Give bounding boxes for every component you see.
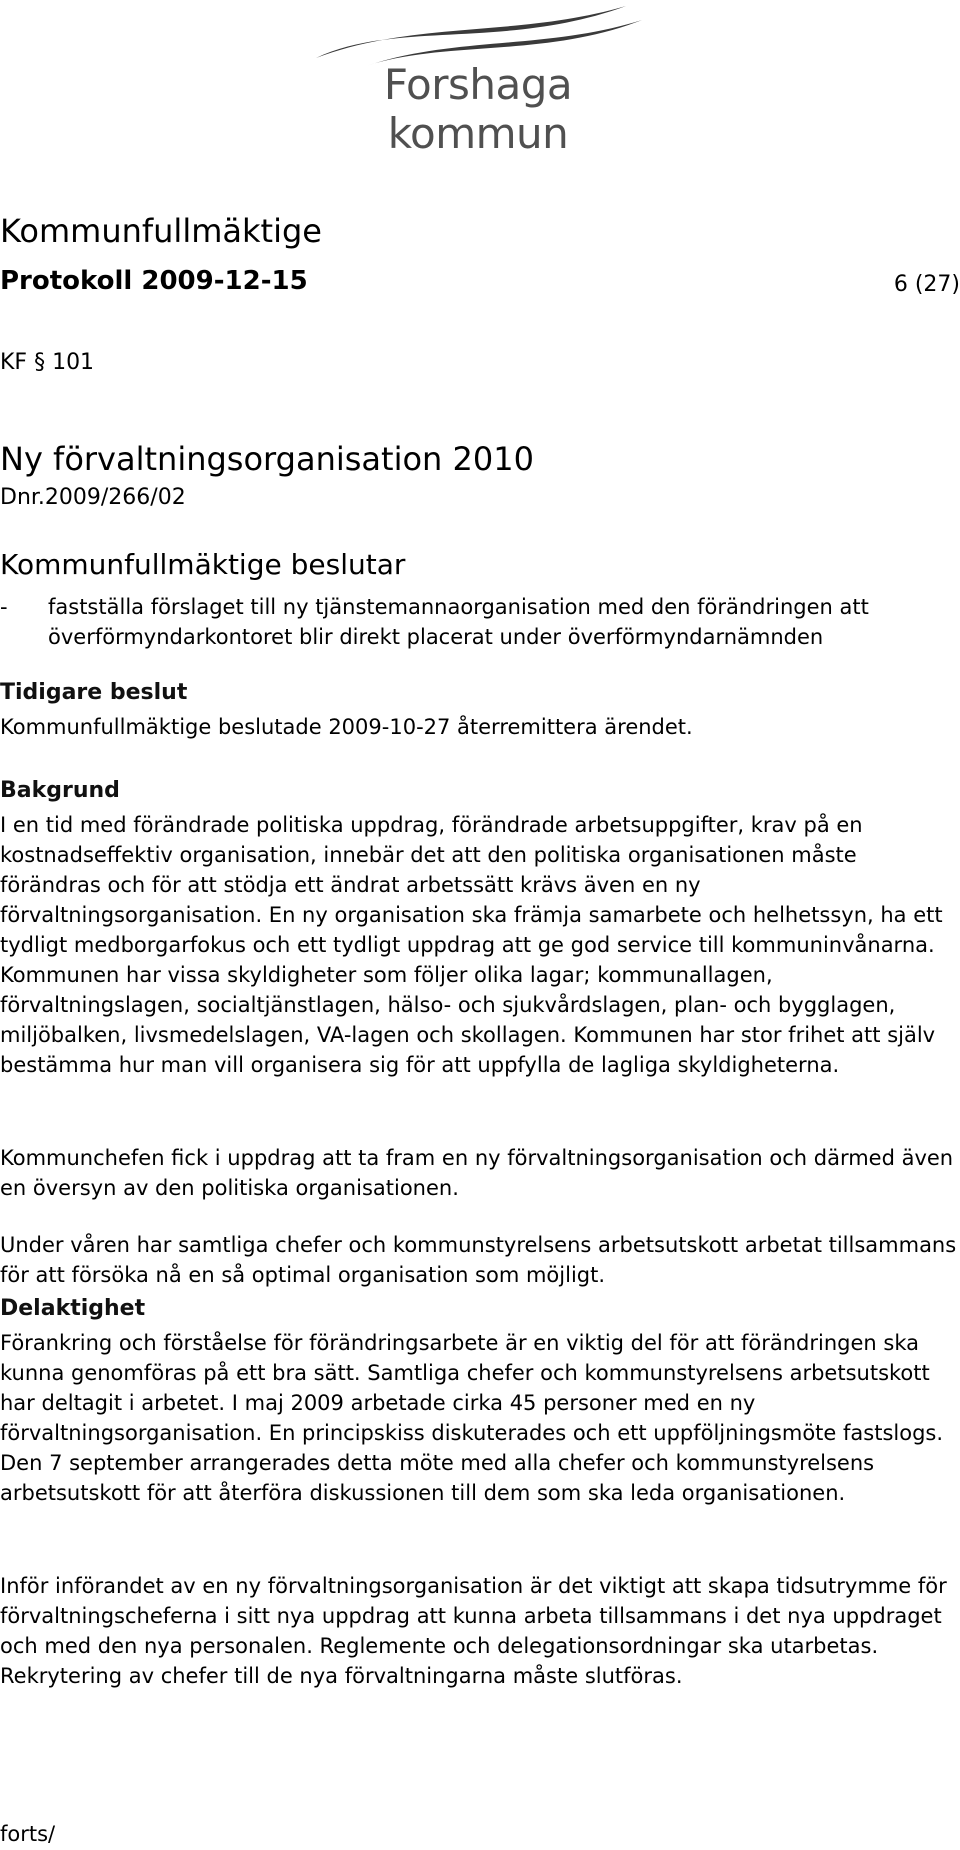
background-paragraph-3: Under våren har samtliga chefer och kommunstyrelsens arbetsutskott arbetat tillsammans för att försöka nå en så optimal organisation som möjligt. xyxy=(0,1233,957,1287)
background-paragraph-1: I en tid med förändrade politiska uppdrag, förändrade arbetsuppgifter, krav på en kostnadseffektiv organisation, innebär det att den politiska organisationen måste förändras och för att stödja ett ändrat arbetssätt krävs även en ny förvaltningsorganisation. En ny organisation ska främja samarbete och helhetssyn, ha ett tydligt medborgarfokus och ett tydligt uppdrag att ge god service till kommuninvånarna. Kommunen har vissa skyldigheter som följer olika lagar; kommunallagen, förvaltningslagen, socialtjänstlagen, hälso- och sjukvårdslagen, plan- och bygglagen, miljöbalken, livsmedelslagen, VA-lagen och skollagen. Kommunen har stor frihet att själv bestämma hur man vill organisera sig för att uppfylla de lagliga skyldigheterna. xyxy=(0,813,943,1077)
previous-decision-heading: Tidigare beslut xyxy=(0,680,188,705)
background-paragraph-2: Kommunchefen fick i uppdrag att ta fram en ny förvaltningsorganisation och därmed även en översyn av den politiska organisationen. xyxy=(0,1146,954,1200)
municipality-logo xyxy=(306,0,650,158)
continued-marker: forts/ xyxy=(0,1822,56,1846)
decision-heading: Kommunfullmäktige beslutar xyxy=(0,548,406,581)
matter-title: Ny förvaltningsorganisation 2010 xyxy=(0,440,534,478)
paragraph-reference: KF § 101 xyxy=(0,350,95,375)
bullet: - xyxy=(0,595,8,619)
protocol-date: Protokoll 2009-12-15 xyxy=(0,266,308,296)
registration-number: Dnr.2009/266/02 xyxy=(0,485,186,510)
participation-paragraph-2: Inför införandet av en ny förvaltningsorganisation är det viktigt att skapa tidsutrymme för förvaltningscheferna i sitt nya uppdrag att kunna arbeta tillsammans i det nya uppdraget och med den nya personalen. Reglemente och delegationsordningar ska utarbetas. Rekrytering av chefer till de nya förvaltningarna måste slutföras. xyxy=(0,1574,947,1688)
logo-text: Forshaga kommun xyxy=(383,60,573,158)
background-heading: Bakgrund xyxy=(0,778,120,803)
page-indicator: 6 (27) xyxy=(893,272,960,297)
participation-heading: Delaktighet xyxy=(0,1296,146,1321)
document-title: Kommunfullmäktige xyxy=(0,212,322,250)
decision-item-text: fastställa förslaget till ny tjänstemannaorganisation med den förändringen att överförmyndarkontoret blir direkt placerat under överförmyndarnämnden xyxy=(48,595,869,649)
participation-paragraph-1: Förankring och förståelse för förändringsarbete är en viktig del för att förändringen ska kunna genomföras på ett bra sätt. Samtliga chefer och kommunstyrelsens arbetsutskott har deltagit i arbetet. I maj 2009 arbetade cirka 45 personer med en ny förvaltningsorganisation. En principskiss diskuterades och ett uppföljningsmöte fastslogs. Den 7 september arrangerades detta möte med alla chefer och kommunstyrelsens arbetsutskott för att återföra diskussionen till dem som ska leda organisationen. xyxy=(0,1331,944,1505)
previous-decision-text: Kommunfullmäktige beslutade 2009-10-27 återremittera ärendet. xyxy=(0,715,693,739)
